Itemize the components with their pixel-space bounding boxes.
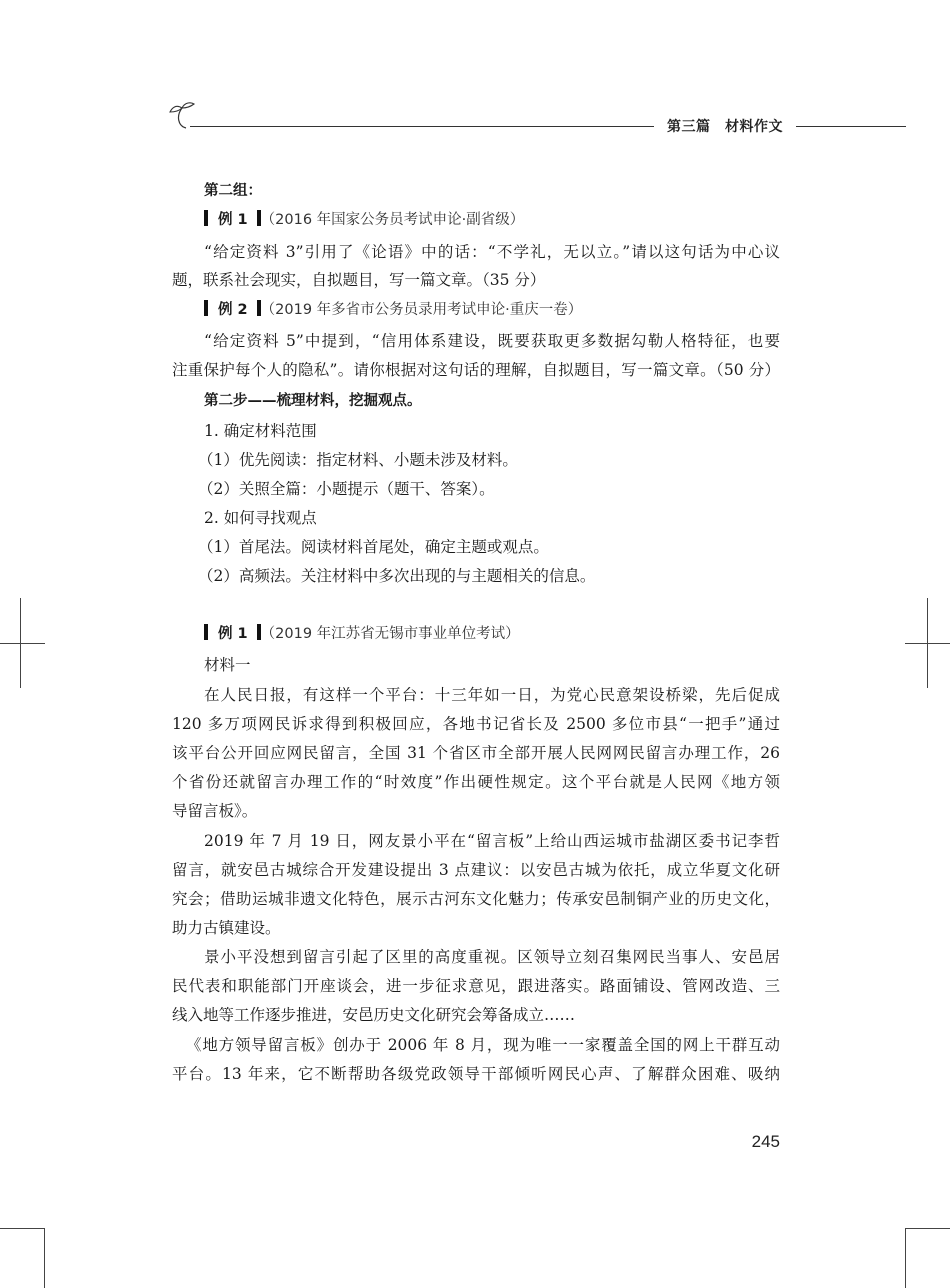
crop-mark xyxy=(905,1228,950,1229)
example-heading xyxy=(204,295,582,325)
bracket-bar xyxy=(204,210,208,226)
paragraph-line: 线入地等工作逐步推进，安邑历史文化研究会筹备成立…… xyxy=(172,1006,576,1024)
list-item: （2）关照全篇：小题提示（题干、答案）。 xyxy=(198,480,495,498)
leaf-ornament-icon xyxy=(168,100,198,132)
example-source: （2016 年国家公务员考试申论·副省级） xyxy=(260,212,525,228)
material-title: 材料一 xyxy=(204,656,251,674)
crop-mark xyxy=(905,1228,906,1288)
list-item: （1）首尾法。阅读材料首尾处，确定主题或观点。 xyxy=(198,538,549,556)
paragraph-line: 平台。13 年来，它不断帮助各级党政领导干部倾听网民心声、了解群众困难、吸纳 xyxy=(172,1065,780,1083)
crop-mark xyxy=(44,1228,45,1288)
paragraph-line: 注重保护每个人的隐私”。请你根据对这句话的理解，自拟题目，写一篇文章。（50 分） xyxy=(172,361,780,379)
example-source: （2019 年江苏省无锡市事业单位考试） xyxy=(260,626,520,642)
paragraph-line: 民代表和职能部门开座谈会，进一步征求意见，跟进落实。路面铺设、管网改造、三 xyxy=(172,977,780,995)
paragraph-line: 留言，就安邑古城综合开发建设提出 3 点建议：以安邑古城为依托，成立华夏文化研 xyxy=(172,861,780,879)
example-label: 例 1 xyxy=(218,626,248,642)
page-number: 245 xyxy=(751,1132,780,1151)
list-item: （1）优先阅读：指定材料、小题未涉及材料。 xyxy=(198,451,518,469)
bracket-bar xyxy=(204,300,208,316)
paragraph-line: 在人民日报，有这样一个平台：十三年如一日，为党心民意架设桥梁，先后促成 xyxy=(204,686,780,704)
list-item: 1. 确定材料范围 xyxy=(204,422,317,440)
section-title: 第三篇 材料作文 xyxy=(667,119,783,135)
crop-mark xyxy=(905,643,950,644)
example-source: （2019 年多省市公务员录用考试申论·重庆一卷） xyxy=(260,302,583,318)
crop-mark xyxy=(0,1228,45,1229)
paragraph-line: 景小平没想到留言引起了区里的高度重视。区领导立刻召集网民当事人、安邑居 xyxy=(204,948,780,966)
paragraph-line: 助力古镇建设。 xyxy=(172,919,281,937)
crop-mark xyxy=(0,643,45,644)
example-heading xyxy=(204,619,520,649)
paragraph-line: 题，联系社会现实，自拟题目，写一篇文章。（35 分） xyxy=(172,271,546,289)
header-rule-right xyxy=(796,126,906,127)
step-title: 第二步——梳理材料，挖掘观点。 xyxy=(204,393,422,409)
example-label: 例 1 xyxy=(218,212,248,228)
header-rule-left xyxy=(190,126,654,127)
list-item: （2）高频法。关注材料中多次出现的与主题相关的信息。 xyxy=(198,567,596,585)
paragraph-line: 120 多万项网民诉求得到积极回应，各地书记省长及 2500 多位市县“一把手”通过 xyxy=(172,715,780,733)
list-item: 2. 如何寻找观点 xyxy=(204,509,317,527)
paragraph-line: 究会；借助运城非遗文化特色，展示古河东文化魅力；传承安邑制铜产业的历史文化， xyxy=(172,890,780,908)
paragraph-line: “给定资料 5”中提到，“信用体系建设，既要获取更多数据勾勒人格特征，也要 xyxy=(204,332,780,350)
paragraph-line: 导留言板》。 xyxy=(172,802,258,820)
paragraph-line: 个省份还就留言办理工作的“时效度”作出硬性规定。这个平台就是人民网《地方领 xyxy=(172,773,780,791)
paragraph-line: 该平台公开回应网民留言，全国 31 个省区市全部开展人民网网民留言办理工作，26 xyxy=(172,744,780,762)
paragraph-line: “给定资料 3”引用了《论语》中的话：“不学礼，无以立。”请以这句话为中心议 xyxy=(204,243,780,261)
example-heading xyxy=(204,205,524,235)
paragraph-line: 2019 年 7 月 19 日，网友景小平在“留言板”上给山西运城市盐湖区委书记李哲 xyxy=(204,832,780,850)
example-label: 例 2 xyxy=(218,302,248,318)
paragraph-line: 《地方领导留言板》创办于 2006 年 8 月，现为唯一一家覆盖全国的网上干群互动 xyxy=(186,1036,780,1054)
bracket-bar xyxy=(204,624,208,640)
group-title: 第二组： xyxy=(204,183,262,199)
